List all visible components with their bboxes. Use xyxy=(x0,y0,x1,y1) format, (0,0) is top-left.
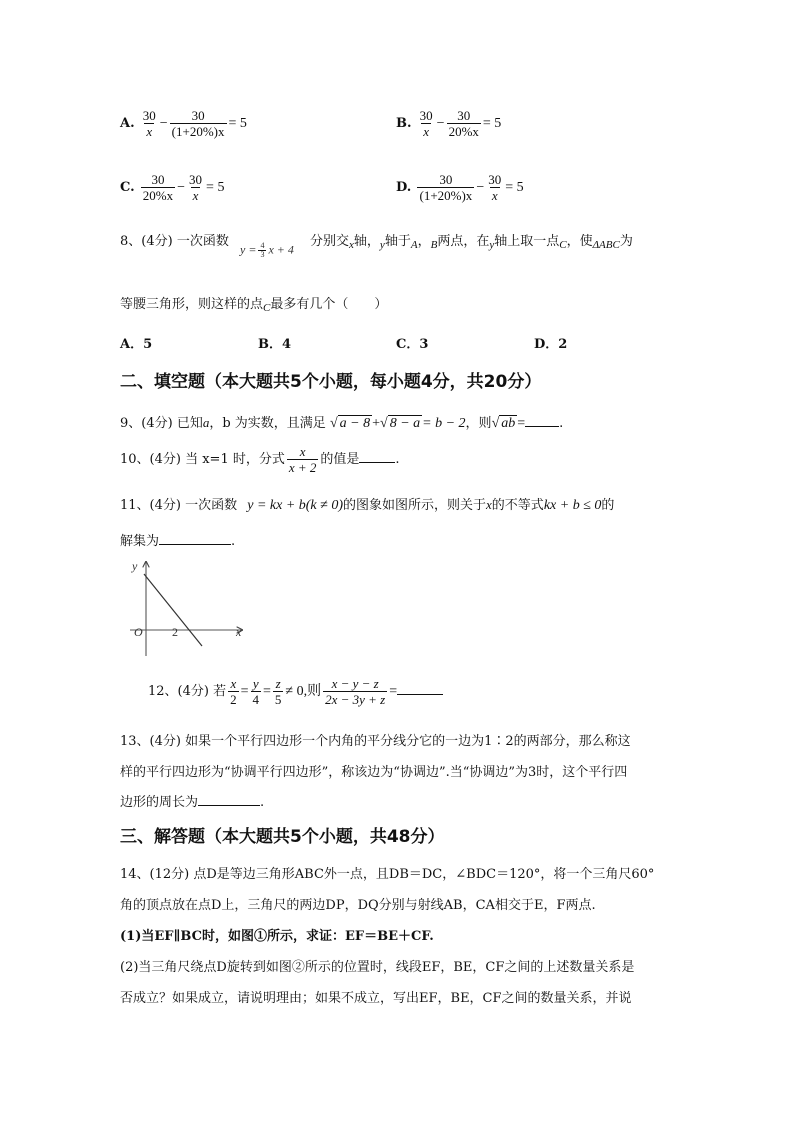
q13-line2: 样的平行四边形为“协调平行四边形”，称该边为“协调边”.当“协调边”为3时，这个平行四 xyxy=(120,765,628,780)
q8-line1-rest: 分别交$_x$轴，$_y$轴于$_A$，$_B$两点，在$_y$轴上取一点$_C$，使$_{\Delta ABC}$为 xyxy=(310,234,633,251)
origin-label: O xyxy=(134,625,143,639)
fraction: $\frac{30}{20\%x}$ xyxy=(448,108,479,139)
fraction: $\frac{30}{(1+20\%)x}$ xyxy=(419,172,473,203)
q8-line1: 8、(4分) 一次函数 xyxy=(120,234,229,249)
fraction: $\frac{x}{2}$ xyxy=(230,676,237,707)
answer-blank[interactable] xyxy=(397,682,443,695)
answer-blank[interactable] xyxy=(359,450,395,463)
answer-blank[interactable] xyxy=(198,793,260,806)
q8-option-c: C．3 xyxy=(396,337,429,352)
option-label: B. xyxy=(396,116,412,131)
q9: 9、(4分) 已知a，b 为实数，且满足 √ a − 8 +√ 8 − a = b − 2，则√ ab = . xyxy=(120,415,564,431)
option-label: A. xyxy=(120,116,135,131)
answer-blank[interactable] xyxy=(159,532,231,545)
fraction: $\frac{x - y - z}{2x - 3y + z}$ xyxy=(325,676,386,707)
q8-option-b: B．4 xyxy=(258,337,292,352)
option-label: D. xyxy=(396,180,412,195)
q7-option-b: B. $\frac{30}{x}$ − $\frac{30}{20\%x}$ = 5 xyxy=(396,108,502,139)
q14-line3: (1)当EF∥BC时，如图①所示，求证：EF＝BE＋CF. xyxy=(120,929,434,944)
q14-line4: (2)当三角尺绕点D旋转到如图②所示的位置时，线段EF，BE，CF之间的上述数量关系是 xyxy=(120,960,635,975)
fraction: $\frac{z}{5}$ xyxy=(274,676,282,707)
q8-function: y = $\frac{4}{3}$ x + 4 xyxy=(240,241,294,259)
q7-option-a: A. $\frac{30}{x}$ − $\frac{30}{(1+20\%)x}$ = 5 xyxy=(120,108,247,139)
answer-blank[interactable] xyxy=(525,414,559,427)
q14-line5: 否成立？如果成立，请说明理由；如果不成立，写出EF，BE，CF之间的数量关系，并说 xyxy=(120,991,632,1006)
q10: 10、(4分) 当 x=1 时，分式 $\frac{x}{x + 2}$ 的值是 . xyxy=(120,444,400,475)
q8-option-a: A．5 xyxy=(120,337,153,352)
q11-line1: 11、(4分) 一次函数 y = kx + b(k ≠ 0)的图象如图所示，则关于x的不等式kx + b ≤ 0的 xyxy=(120,497,615,513)
q8-option-d: D．2 xyxy=(534,337,568,352)
fraction: $\frac{30}{20\%x}$ xyxy=(142,172,174,203)
q8-line2: 等腰三角形，则这样的点$_C$最多有几个（ ） xyxy=(120,297,388,314)
fraction: $\frac{30}{x}$ xyxy=(189,172,203,203)
fraction: $\frac{y}{4}$ xyxy=(252,676,259,707)
q12: 12、(4分) 若 $\frac{x}{2}$ = $\frac{y}{4}$ = $\frac{z}{5}$ ≠ 0,则 $\frac{x - y - z}{2x - 3y + z}$ = xyxy=(148,676,443,707)
section-title-fill-blank: 二、填空题（本大题共5个小题，每小题4分，共20分） xyxy=(120,372,542,392)
y-axis-label: y xyxy=(132,559,138,573)
fraction: $\frac{30}{x}$ xyxy=(142,108,156,139)
fraction: $\frac{x}{x + 2}$ xyxy=(288,444,317,475)
fraction: $\frac{30}{x}$ xyxy=(419,108,433,139)
q7-option-d: D. $\frac{30}{(1+20\%)x}$ − $\frac{30}{x}$ = 5 xyxy=(396,172,524,203)
q11-line2: 解集为 . xyxy=(120,534,236,549)
q14-line2: 角的顶点放在点D上，三角尺的两边DP，DQ分别与射线AB，CA相交于E，F两点. xyxy=(120,898,596,913)
intercept-label: 2 xyxy=(172,625,178,639)
q13-line1: 13、(4分) 如果一个平行四边形一个内角的平分线分它的一边为1∶2的两部分，那么称这 xyxy=(120,734,631,749)
fraction: $\frac{30}{(1+20\%)x}$ xyxy=(171,108,225,139)
option-label: C. xyxy=(120,180,135,195)
q7-option-c: C. $\frac{30}{20\%x}$ − $\frac{30}{x}$ = 5 xyxy=(120,172,225,203)
x-axis-label: x xyxy=(236,625,242,639)
fraction: $\frac{30}{x}$ xyxy=(488,172,502,203)
q14-line1: 14、(12分) 点D是等边三角形ABC外一点，且DB＝DC，∠BDC＝120°，将一个三角尺60° xyxy=(120,867,655,882)
q13-line3: 边形的周长为 . xyxy=(120,795,265,810)
q11-graph xyxy=(126,556,250,660)
section-title-solve: 三、解答题（本大题共5个小题，共48分） xyxy=(120,827,445,847)
